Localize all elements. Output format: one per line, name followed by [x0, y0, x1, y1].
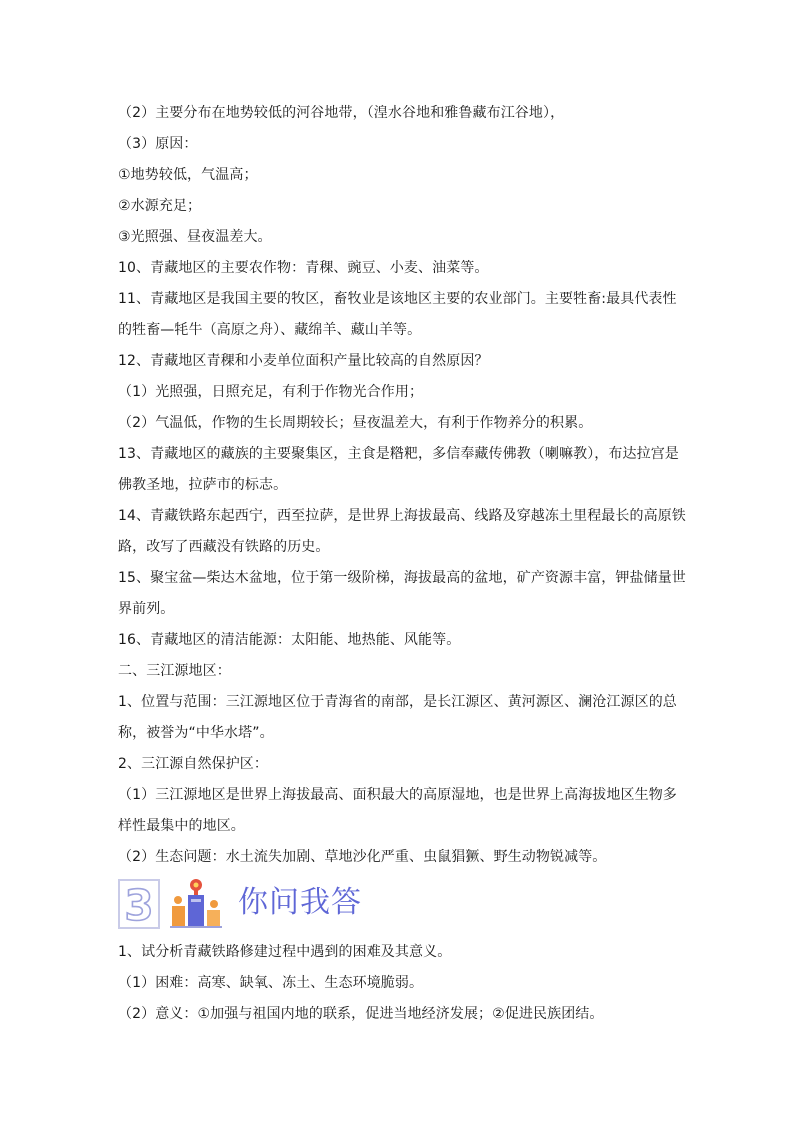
- text-line: ③光照强、昼夜温差大。: [118, 229, 272, 245]
- text-line: 佛教圣地，拉萨市的标志。: [118, 477, 288, 493]
- text-line: 的牲畜—牦牛（高原之舟）、藏绵羊、藏山羊等。: [118, 322, 422, 338]
- text-line: （2）主要分布在地势较低的河谷地带，（湟水谷地和雅鲁藏布江谷地），: [118, 105, 565, 121]
- text-line: 14、青藏铁路东起西宁，西至拉萨，是世界上海拔最高、线路及穿越冻土里程最长的高原铁: [118, 508, 686, 524]
- text-line: 称，被誉为“中华水塔”。: [118, 725, 274, 741]
- text-line: （3）原因：: [118, 136, 198, 152]
- text-line: （2）气温低，作物的生长周期较长；昼夜温差大，有利于作物养分的积累。: [118, 415, 593, 431]
- text-line: （1）三江源地区是世界上海拔最高、面积最大的高原湿地，也是世界上高海拔地区生物多: [118, 787, 677, 803]
- text-line: 2、三江源自然保护区：: [118, 756, 269, 772]
- text-line: （1）光照强，日照充足，有利于作物光合作用；: [118, 384, 424, 400]
- text-line: 路，改写了西藏没有铁路的历史。: [118, 539, 330, 555]
- text-line: 11、青藏地区是我国主要的牧区，畜牧业是该地区主要的农业部门。主要牲畜:最具代表性: [118, 291, 677, 307]
- document-content: [118, 98, 686, 1030]
- section-number: 3: [124, 881, 154, 929]
- text-line: 16、青藏地区的清洁能源：太阳能、地热能、风能等。: [118, 632, 461, 648]
- text-block-bottom: [118, 937, 678, 1030]
- text-line: ①地势较低，气温高；: [118, 167, 258, 183]
- text-line: 样性最集中的地区。: [118, 818, 245, 834]
- text-line: ②水源充足；: [118, 198, 202, 214]
- text-line: 10、青藏地区的主要农作物：青稞、豌豆、小麦、油菜等。: [118, 260, 489, 276]
- section-banner: [118, 875, 678, 935]
- text-line: 1、位置与范围：三江源地区位于青海省的南部，是长江源区、黄河源区、澜沧江源区的总: [118, 694, 677, 710]
- section-heading: 二、三江源地区：: [118, 663, 231, 679]
- podium-trophy-icon: [168, 877, 224, 929]
- text-block-top: [118, 98, 686, 873]
- text-line: 15、聚宝盆—柴达木盆地，位于第一级阶梯，海拔最高的盆地，矿产资源丰富，钾盐储量世: [118, 570, 686, 586]
- text-line: 界前列。: [118, 601, 175, 617]
- text-line: 12、青藏地区青稞和小麦单位面积产量比较高的自然原因？: [118, 353, 489, 369]
- answer-line: （1）困难：高寒、缺氧、冻土、生态环境脆弱。: [118, 975, 424, 991]
- question-line: 1、试分析青藏铁路修建过程中遇到的困难及其意义。: [118, 944, 452, 960]
- answer-line: （2）意义：①加强与祖国内地的联系，促进当地经济发展；②促进民族团结。: [118, 1006, 604, 1022]
- section-number-graphic: [118, 879, 160, 929]
- section-title: 你问我答: [238, 885, 362, 920]
- text-line: 13、青藏地区的藏族的主要聚集区，主食是糌粑，多信奉藏传佛教（喇嘛教），布达拉宫是: [118, 446, 679, 462]
- text-line: （2）生态问题：水土流失加剧、草地沙化严重、虫鼠猖獗、野生动物锐减等。: [118, 849, 607, 865]
